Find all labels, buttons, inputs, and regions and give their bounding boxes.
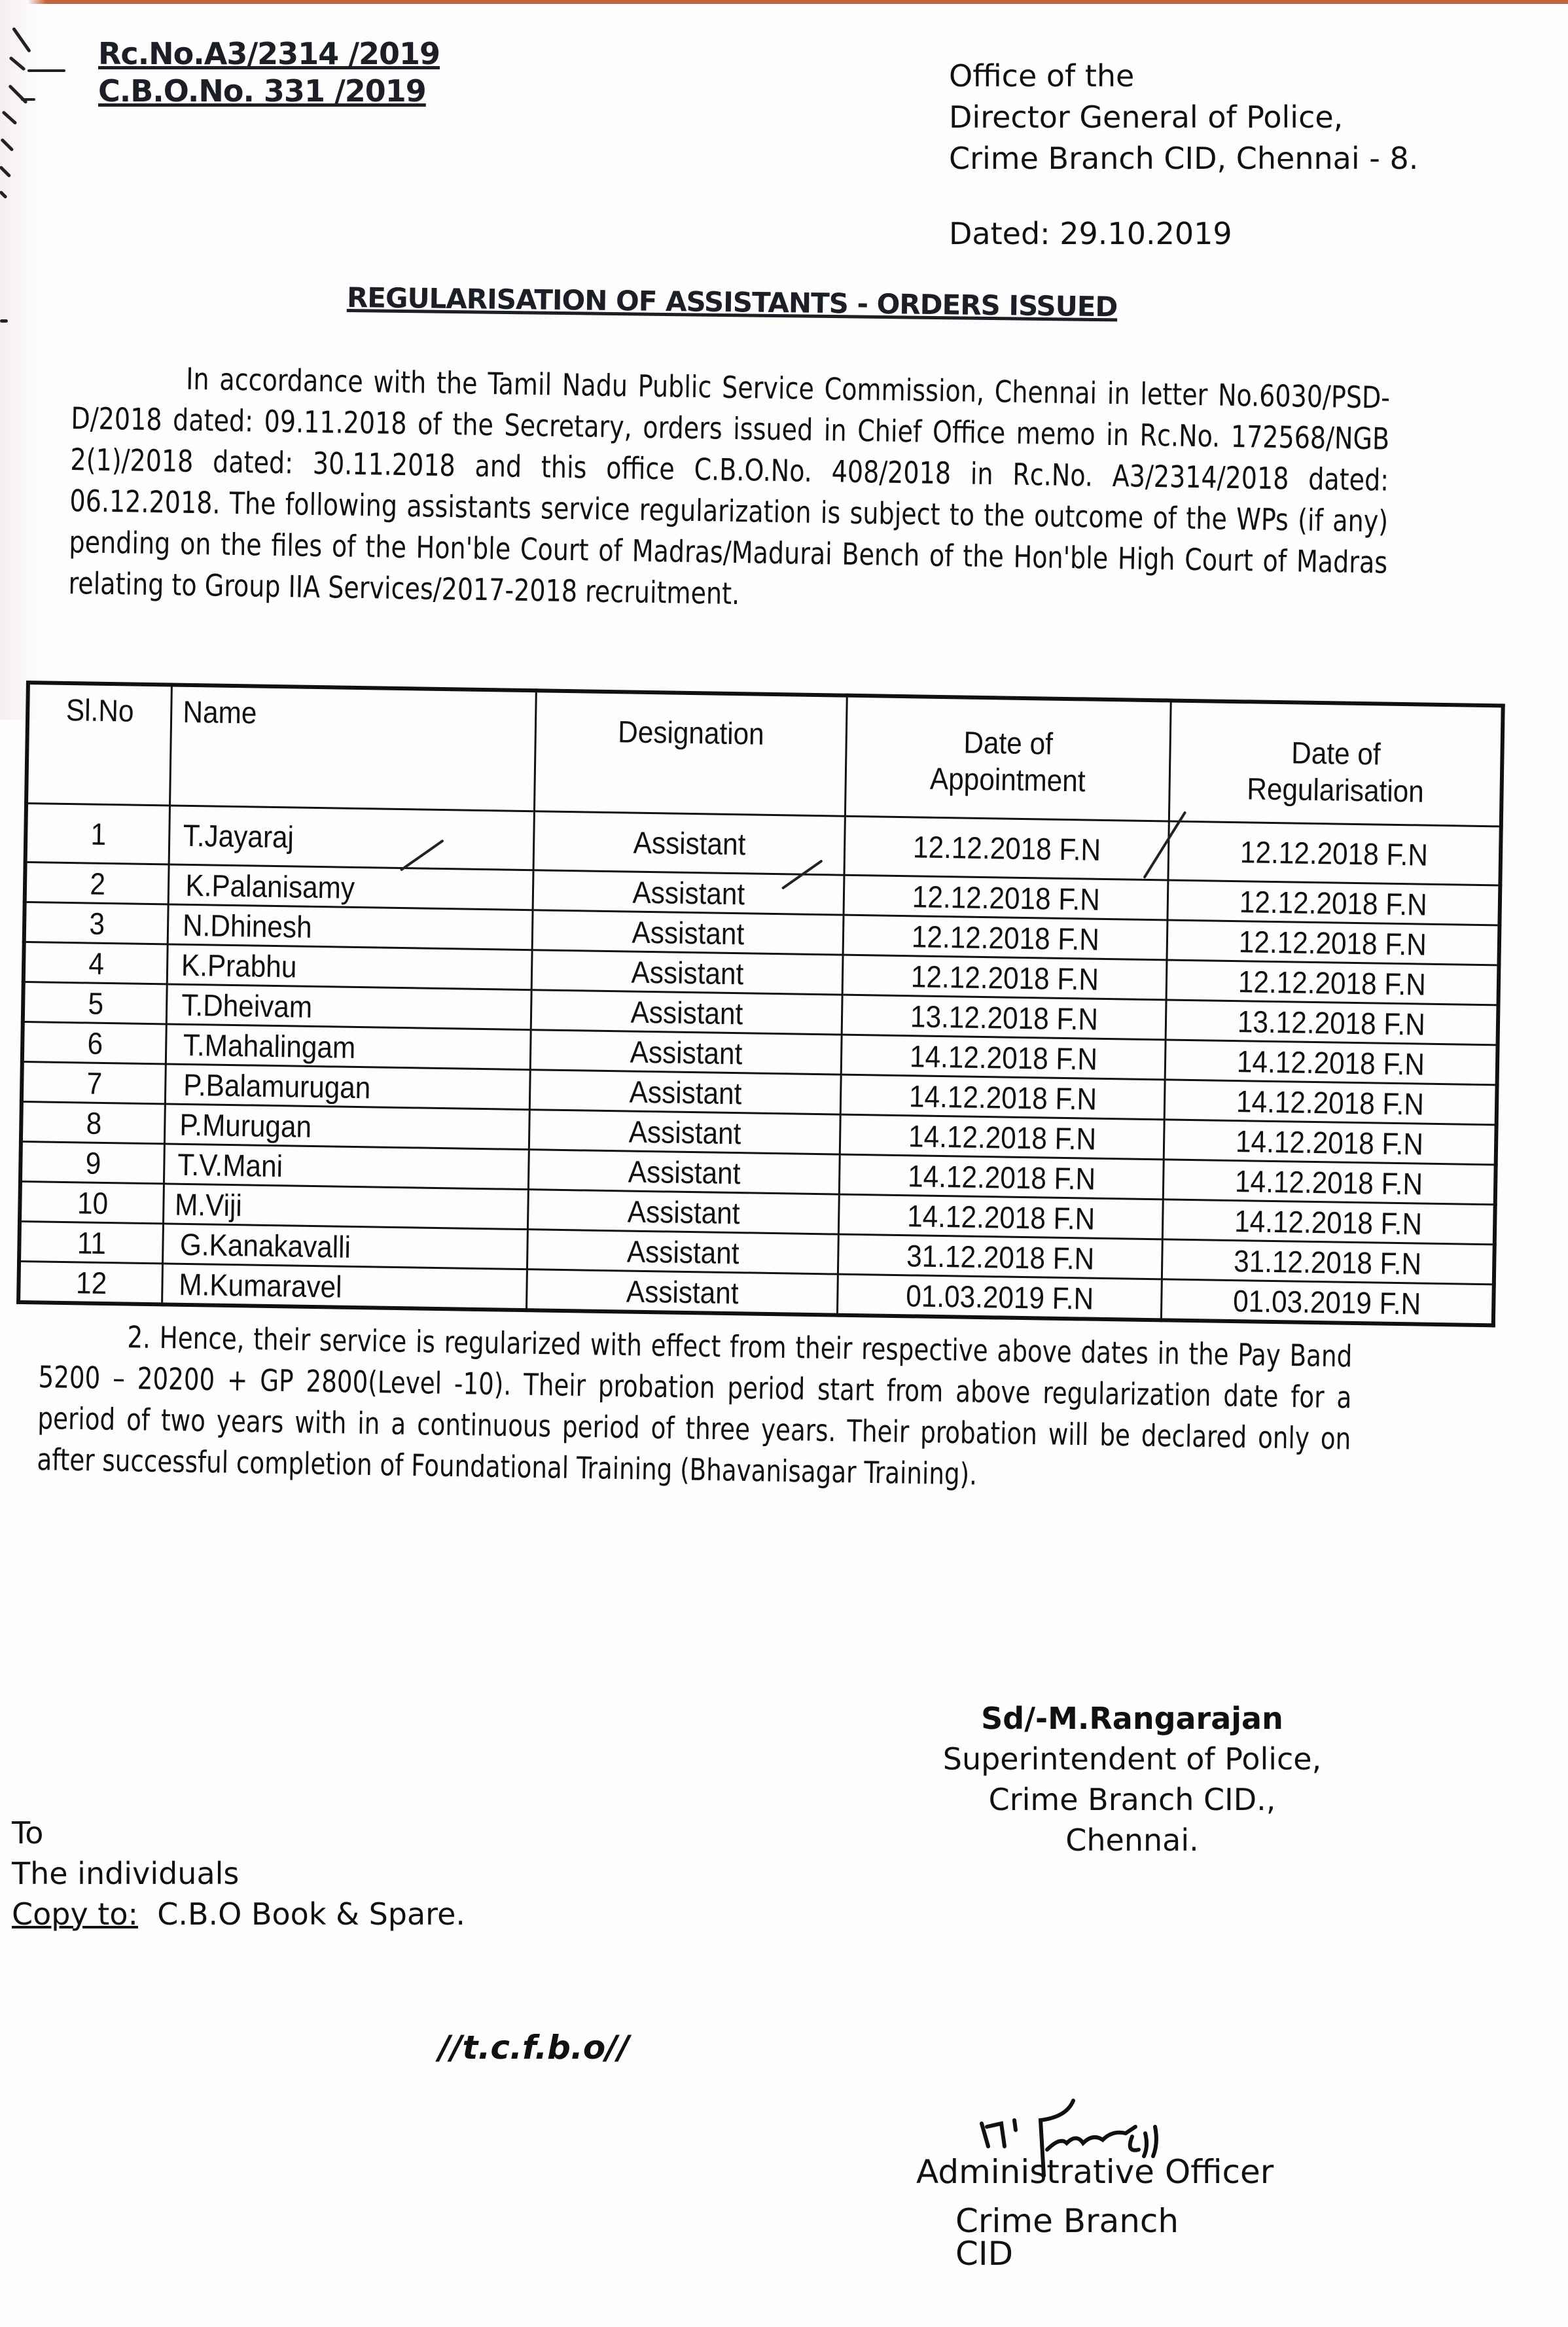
cell-designation-text: Assistant [626, 1234, 739, 1270]
cell-date-appointment-text: 12.12.2018 F.N [912, 878, 1101, 917]
attestation-cut-line [955, 2202, 1243, 2273]
cell-sl-no-text: 7 [86, 1065, 103, 1101]
cell-date-regularisation [1164, 1160, 1496, 1205]
copy-to-line [12, 1894, 465, 1934]
cell-date-regularisation [1167, 880, 1500, 925]
cell-sl-no [24, 902, 169, 944]
cell-date-appointment [842, 955, 1167, 1000]
cell-designation-text: Assistant [627, 1194, 740, 1230]
office-line: Director General of Police, [949, 99, 1344, 135]
cell-date-regularisation [1162, 1279, 1494, 1325]
cell-date-appointment [837, 1274, 1162, 1320]
cell-date-appointment [840, 1114, 1164, 1160]
cell-date-regularisation-text: 01.03.2019 F.N [1233, 1283, 1421, 1321]
cell-designation [529, 1110, 841, 1154]
cell-sl-no [24, 942, 168, 984]
cell-date-regularisation-text: 12.12.2018 F.N [1238, 923, 1427, 962]
cell-name-text: P.Murugan [179, 1107, 312, 1144]
cell-sl-no-text: 1 [90, 816, 107, 851]
cell-sl-no [21, 1101, 166, 1143]
cell-date-regularisation-text: 12.12.2018 F.N [1239, 883, 1428, 922]
cell-name-text: T.Dheivam [181, 987, 313, 1024]
cell-name [169, 806, 535, 870]
cell-sl-no [25, 862, 169, 904]
rc-number: Rc.No.A3/2314 /2019 [98, 36, 440, 71]
attestation-cut-line-text: Crime Branch CID [955, 2202, 1179, 2273]
paragraph-1: In accordance with the Tamil Nadu Public Service Commission, Chennai in letter No.6030/PSD-D/2018 dated: 09.11.2018 of the Secretary, orders issued in Chief Office memo in Rc.No. 172568/NGB 2(1)/2018 dated: 30.11.2018 and this office C.B.O.No. 408/2018 in Rc.No. A3/2314/2018 dated: 06.12.2018. The following assistants service regularization is subject to the outcome of the WPs (if any) pending on the files of the Hon'ble Court of Madras/Madurai Bench of the Hon'ble High Court of Madras relating to Group IIA Services/2017-2018 recruitment. [68, 361, 1391, 612]
cell-name [168, 904, 533, 950]
cell-date-appointment [838, 1194, 1163, 1239]
cell-sl-no [19, 1221, 164, 1263]
cell-designation [531, 1030, 842, 1075]
cell-designation-text: Assistant [632, 874, 745, 911]
page-edge-left [0, 0, 46, 720]
page-edge-top [0, 0, 1568, 4]
signatory-block [929, 1698, 1335, 1860]
margin-mark [27, 69, 65, 72]
table-header-row [26, 683, 1503, 826]
cell-date-regularisation-text: 31.12.2018 F.N [1234, 1243, 1422, 1281]
cell-sl-no-text: 4 [88, 946, 105, 981]
cell-sl-no [26, 804, 170, 864]
cell-designation-text: Assistant [632, 914, 745, 951]
cell-sl-no-text: 12 [75, 1264, 107, 1300]
cell-date-regularisation [1168, 821, 1501, 885]
cell-date-regularisation-text: 14.12.2018 F.N [1234, 1203, 1423, 1241]
cell-date-appointment [842, 995, 1166, 1040]
signatory-city: Chennai. [1065, 1822, 1199, 1858]
reference-code: //t.c.f.b.o// [438, 2029, 630, 2067]
cell-date-appointment-text: 31.12.2018 F.N [906, 1237, 1095, 1276]
cell-designation [532, 910, 844, 955]
cell-designation [533, 811, 845, 875]
cell-designation [528, 1190, 840, 1234]
regularisation-table [16, 681, 1505, 1327]
cell-date-appointment [839, 1154, 1164, 1199]
cell-date-appointment [844, 816, 1169, 880]
header-sl-no [26, 683, 172, 806]
cell-date-regularisation [1165, 1040, 1497, 1085]
cell-sl-no-text: 10 [77, 1184, 109, 1220]
cell-date-appointment [844, 875, 1168, 920]
cell-designation [530, 1070, 842, 1114]
margin-mark [21, 98, 35, 101]
cell-sl-no [20, 1141, 165, 1183]
cell-date-appointment-text: 14.12.2018 F.N [908, 1118, 1097, 1156]
signatory-name: Sd/-M.Rangarajan [981, 1701, 1283, 1736]
cell-name [165, 1104, 530, 1150]
header-date-appointment [845, 696, 1171, 821]
header-designation-label: Designation [617, 714, 765, 751]
recipient-block [12, 1813, 465, 1934]
to-label: To [12, 1815, 44, 1851]
cell-sl-no [22, 1061, 166, 1103]
cell-name-text: G.Kanakavalli [180, 1226, 351, 1264]
office-line: Office of the [949, 58, 1135, 94]
cell-date-regularisation-text: 13.12.2018 F.N [1237, 1003, 1426, 1042]
header-date-appointment-label: Date of Appointment [929, 724, 1086, 798]
cell-name-text: M.Kumaravel [179, 1266, 343, 1304]
cell-date-regularisation-text: 14.12.2018 F.N [1235, 1163, 1423, 1201]
cell-date-regularisation [1163, 1199, 1495, 1245]
cell-designation [531, 950, 843, 995]
cell-date-regularisation [1166, 1000, 1498, 1045]
cell-date-regularisation [1165, 1080, 1497, 1125]
to-value: The individuals [12, 1856, 240, 1891]
cell-designation-text: Assistant [628, 1154, 741, 1190]
cell-date-regularisation-text: 14.12.2018 F.N [1236, 1043, 1425, 1082]
cell-date-appointment-text: 12.12.2018 F.N [911, 918, 1100, 957]
cell-designation [529, 1150, 840, 1194]
cell-designation-text: Assistant [631, 954, 744, 991]
margin-mark [0, 319, 8, 323]
header-sl-no-label: Sl.No [65, 692, 135, 728]
cell-designation-text: Assistant [630, 994, 743, 1031]
copy-to-value: C.B.O Book & Spare. [157, 1896, 465, 1932]
cell-date-appointment-text: 13.12.2018 F.N [910, 998, 1099, 1037]
cell-name [162, 1264, 527, 1310]
document-date: Dated: 29.10.2019 [949, 216, 1232, 251]
header-date-regularisation-label: Date of Regularisation [1246, 735, 1424, 809]
cell-date-appointment [838, 1234, 1162, 1279]
cell-sl-no [18, 1261, 163, 1304]
cell-designation [527, 1270, 838, 1315]
cbo-number: C.B.O.No. 331 /2019 [98, 73, 426, 109]
cell-date-appointment [843, 915, 1167, 960]
cell-sl-no-text: 2 [89, 866, 106, 901]
cell-date-regularisation-text: 12.12.2018 F.N [1239, 834, 1429, 872]
cell-designation [527, 1230, 839, 1274]
cell-name [168, 944, 533, 990]
cell-name-text: T.Mahalingam [183, 1027, 357, 1065]
cell-name-text: P.Balamurugan [183, 1067, 372, 1105]
cell-name [164, 1144, 529, 1190]
signatory-designation: Superintendent of Police, [942, 1741, 1322, 1777]
cell-sl-no [20, 1181, 164, 1223]
cell-sl-no-text: 9 [84, 1145, 101, 1181]
cell-date-regularisation [1166, 960, 1499, 1005]
cell-date-appointment-text: 12.12.2018 F.N [910, 958, 1099, 997]
cell-date-regularisation-text: 14.12.2018 F.N [1236, 1083, 1425, 1122]
header-name-label: Name [183, 694, 258, 730]
office-address [949, 56, 1418, 179]
cell-sl-no [22, 1021, 167, 1063]
cell-name [169, 864, 534, 910]
header-designation [535, 690, 847, 816]
cell-name [166, 1064, 531, 1110]
cell-designation-text: Assistant [629, 1074, 742, 1110]
cell-date-appointment-text: 14.12.2018 F.N [909, 1038, 1098, 1076]
cell-date-appointment [841, 1035, 1166, 1080]
cell-date-regularisation-text: 12.12.2018 F.N [1238, 963, 1427, 1002]
cell-name-text: T.V.Mani [177, 1146, 283, 1183]
cell-date-appointment [840, 1075, 1165, 1120]
cell-date-appointment-text: 14.12.2018 F.N [907, 1158, 1096, 1196]
regularisation-table-wrapper [16, 681, 1505, 1327]
cell-name-text: K.Prabhu [181, 947, 298, 984]
cell-date-regularisation [1164, 1120, 1497, 1165]
cell-sl-no-text: 5 [87, 986, 104, 1021]
cell-date-appointment-text: 14.12.2018 F.N [906, 1198, 1096, 1236]
table-body [18, 804, 1501, 1326]
cell-name [166, 1024, 531, 1070]
cell-name-text: T.Jayaraj [183, 817, 294, 855]
signatory-unit: Crime Branch CID., [988, 1782, 1276, 1817]
cell-date-appointment-text: 14.12.2018 F.N [908, 1078, 1097, 1116]
cell-name [164, 1184, 529, 1230]
cell-date-regularisation [1167, 920, 1499, 965]
cell-name-text: N.Dhinesh [183, 907, 313, 944]
cell-sl-no-text: 8 [85, 1105, 102, 1141]
cell-date-regularisation [1162, 1239, 1495, 1285]
copy-to-label: Copy to: [12, 1896, 138, 1932]
cell-date-appointment-text: 12.12.2018 F.N [912, 829, 1101, 867]
cell-date-regularisation-text: 14.12.2018 F.N [1235, 1123, 1424, 1162]
cell-sl-no-text: 11 [77, 1224, 107, 1260]
cell-date-appointment-text: 01.03.2019 F.N [905, 1277, 1094, 1316]
header-date-regularisation [1169, 700, 1503, 826]
office-line: Crime Branch CID, Chennai - 8. [949, 141, 1419, 176]
cell-designation-text: Assistant [633, 825, 746, 862]
cell-name-text: K.Palanisamy [185, 867, 355, 905]
cell-designation-text: Assistant [628, 1114, 741, 1150]
attestation-title: Administrative Officer [916, 2153, 1274, 2191]
cell-sl-no [23, 982, 168, 1023]
cell-designation-text: Assistant [626, 1273, 739, 1310]
cell-designation [531, 990, 842, 1035]
cell-name [167, 984, 532, 1030]
cell-name-text: M.Viji [175, 1186, 243, 1222]
document-title: REGULARISATION OF ASSISTANTS - ORDERS ISSUED [346, 281, 1118, 323]
cell-designation-text: Assistant [630, 1034, 743, 1071]
cell-name [163, 1224, 528, 1270]
cell-sl-no-text: 3 [88, 906, 105, 941]
paragraph-2: 2. Hence, their service is regularized with effect from their respective above dates in the Pay Band 5200 – 20200 + GP 2800(Level -10). Their probation period start from above regularization date for a period of two years with in a continuous period of three years. Their probation will be declared only on after successful completion of Foundational Training (Bhavanisagar Training). [37, 1319, 1353, 1492]
cell-sl-no-text: 6 [86, 1025, 103, 1061]
header-name [170, 685, 537, 811]
